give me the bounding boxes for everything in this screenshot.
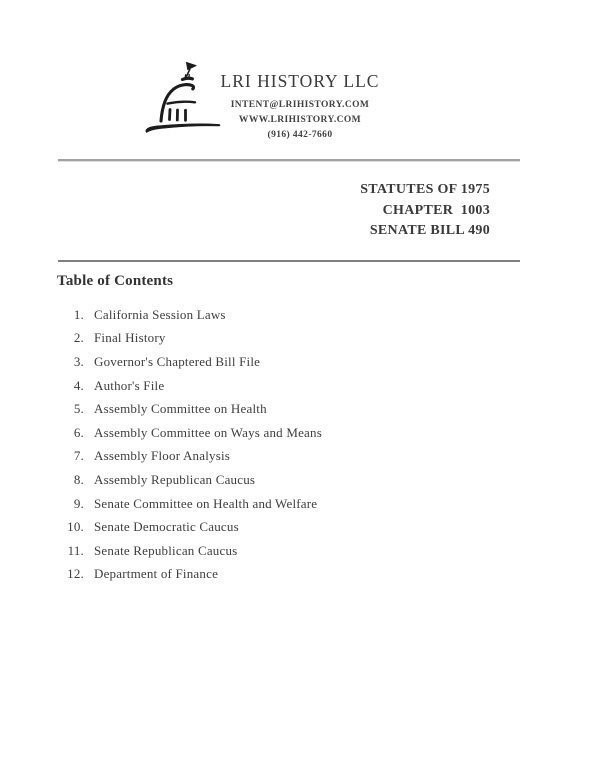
- toc-item-number: 4.: [73, 377, 84, 393]
- toc-item: [57, 350, 477, 374]
- toc-item-number: 6.: [73, 424, 84, 440]
- toc-item-number: 10.: [67, 519, 84, 535]
- company-email: INTENT@LRIHISTORY.COM: [230, 100, 370, 110]
- toc-item: [57, 563, 477, 587]
- chapter-line: CHAPTER 1003: [382, 202, 490, 218]
- toc-item-number: 9.: [73, 495, 84, 511]
- toc-heading: Table of Contents: [57, 273, 174, 289]
- toc-item-label: Assembly Committee on Health: [94, 401, 267, 417]
- toc-item: [57, 539, 477, 563]
- toc-item-number: 7.: [73, 448, 84, 464]
- toc-item-label: Senate Committee on Health and Welfare: [94, 495, 318, 511]
- toc-item-label: Senate Democratic Caucus: [94, 519, 239, 535]
- toc-item-label: Author's File: [94, 377, 165, 393]
- toc-item-number: 5.: [73, 401, 84, 417]
- top-divider: [58, 159, 520, 161]
- toc-item: [57, 374, 477, 398]
- toc-item-label: Governor's Chaptered Bill File: [94, 353, 261, 369]
- toc-item-label: Senate Republican Caucus: [94, 542, 238, 558]
- toc-item-label: Department of Finance: [94, 566, 219, 582]
- company-website: WWW.LRIHISTORY.COM: [238, 115, 362, 125]
- toc-item-number: 8.: [73, 471, 84, 487]
- toc-item-number: 2.: [73, 330, 84, 346]
- bottom-divider: [58, 260, 520, 262]
- toc-item: [57, 515, 477, 539]
- toc-item-number: 12.: [67, 566, 84, 582]
- toc-item-label: Final History: [94, 330, 166, 346]
- statute-reference-block: [360, 180, 490, 242]
- toc-item-number: 1.: [73, 306, 84, 322]
- toc-item-label: California Session Laws: [94, 306, 226, 322]
- toc-item: [57, 492, 477, 516]
- toc-item: [57, 303, 477, 327]
- company-phone: (916) 442-7660: [267, 130, 333, 140]
- toc-item: [57, 468, 477, 492]
- toc-item-label: Assembly Floor Analysis: [94, 448, 231, 464]
- toc-item-label: Assembly Republican Caucus: [94, 471, 256, 487]
- toc-item: [57, 397, 477, 421]
- toc-item-label: Assembly Committee on Ways and Means: [94, 424, 322, 440]
- company-name: LRI HISTORY LLC: [220, 71, 380, 91]
- toc-item: [57, 421, 477, 445]
- letterhead: [150, 71, 450, 143]
- senate-bill-line: SENATE BILL 490: [369, 223, 490, 238]
- toc-list: [57, 303, 477, 586]
- statutes-line: STATUTES OF 1975: [360, 182, 490, 197]
- toc-item: [57, 327, 477, 351]
- toc-item-number: 3.: [73, 353, 84, 369]
- toc-item-number: 11.: [67, 542, 84, 558]
- toc-item: [57, 445, 477, 469]
